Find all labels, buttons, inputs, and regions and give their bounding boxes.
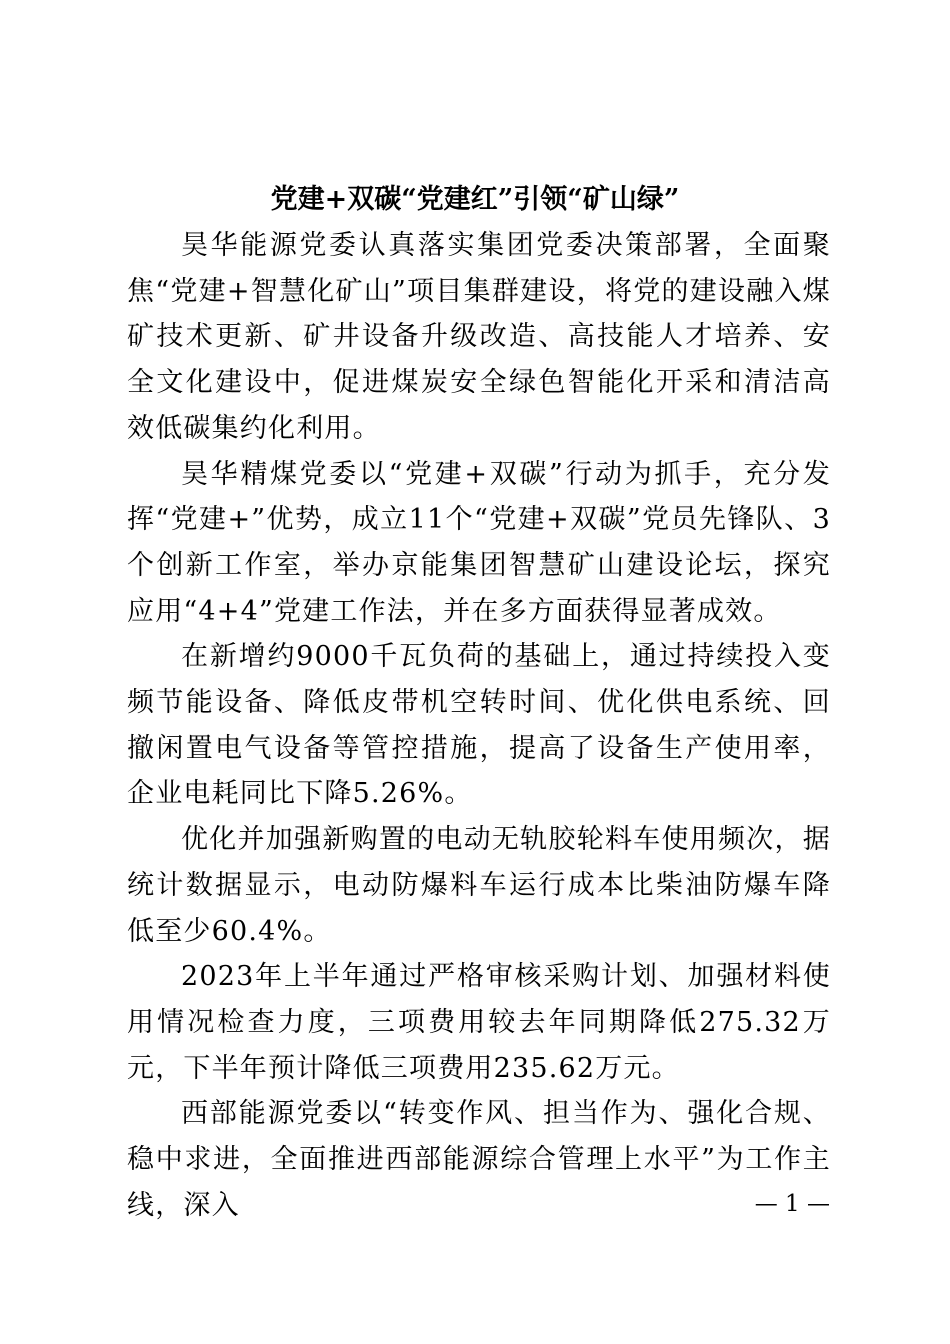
paragraph-3: 在新增约9000千瓦负荷的基础上，通过持续投入变频节能设备、降低皮带机空转时间、优化供电系统、回撤闲置电气设备等管控措施，提高了设备生产使用率，企业电耗同比下降5.26%。 bbox=[127, 641, 831, 810]
paragraph-6: 西部能源党委以“转变作风、担当作为、强化合规、稳中求进，全面推进西部能源综合管理上水平”为工作主线，深入 bbox=[127, 1098, 831, 1221]
document-body bbox=[127, 223, 831, 1228]
document-title: 党建+双碳“党建红”引领“矿山绿” bbox=[270, 184, 680, 215]
paragraph-1: 昊华能源党委认真落实集团党委决策部署，全面聚焦“党建+智慧化矿山”项目集群建设，将党的建设融入煤矿技术更新、矿井设备升级改造、高技能人才培养、安全文化建设中，促进煤炭安全绿色智能化开采和清洁高效低碳集约化利用。 bbox=[127, 230, 831, 444]
paragraph-4: 优化并加强新购置的电动无轨胶轮料车使用频次，据统计数据显示，电动防爆料车运行成本比柴油防爆车降低至少60.4%。 bbox=[127, 824, 831, 947]
paragraph-5: 2023年上半年通过严格审核采购计划、加强材料使用情况检查力度，三项费用较去年同期降低275.32万元，下半年预计降低三项费用235.62万元。 bbox=[127, 961, 831, 1084]
paragraph-2: 昊华精煤党委以“党建+双碳”行动为抓手，充分发挥“党建+”优势，成立11个“党建+双碳”党员先锋队、3个创新工作室，举办京能集团智慧矿山建设论坛，探究应用“4+4”党建工作法，并在多方面获得显著成效。 bbox=[127, 458, 831, 627]
page-number: — 1 — bbox=[754, 1191, 830, 1217]
